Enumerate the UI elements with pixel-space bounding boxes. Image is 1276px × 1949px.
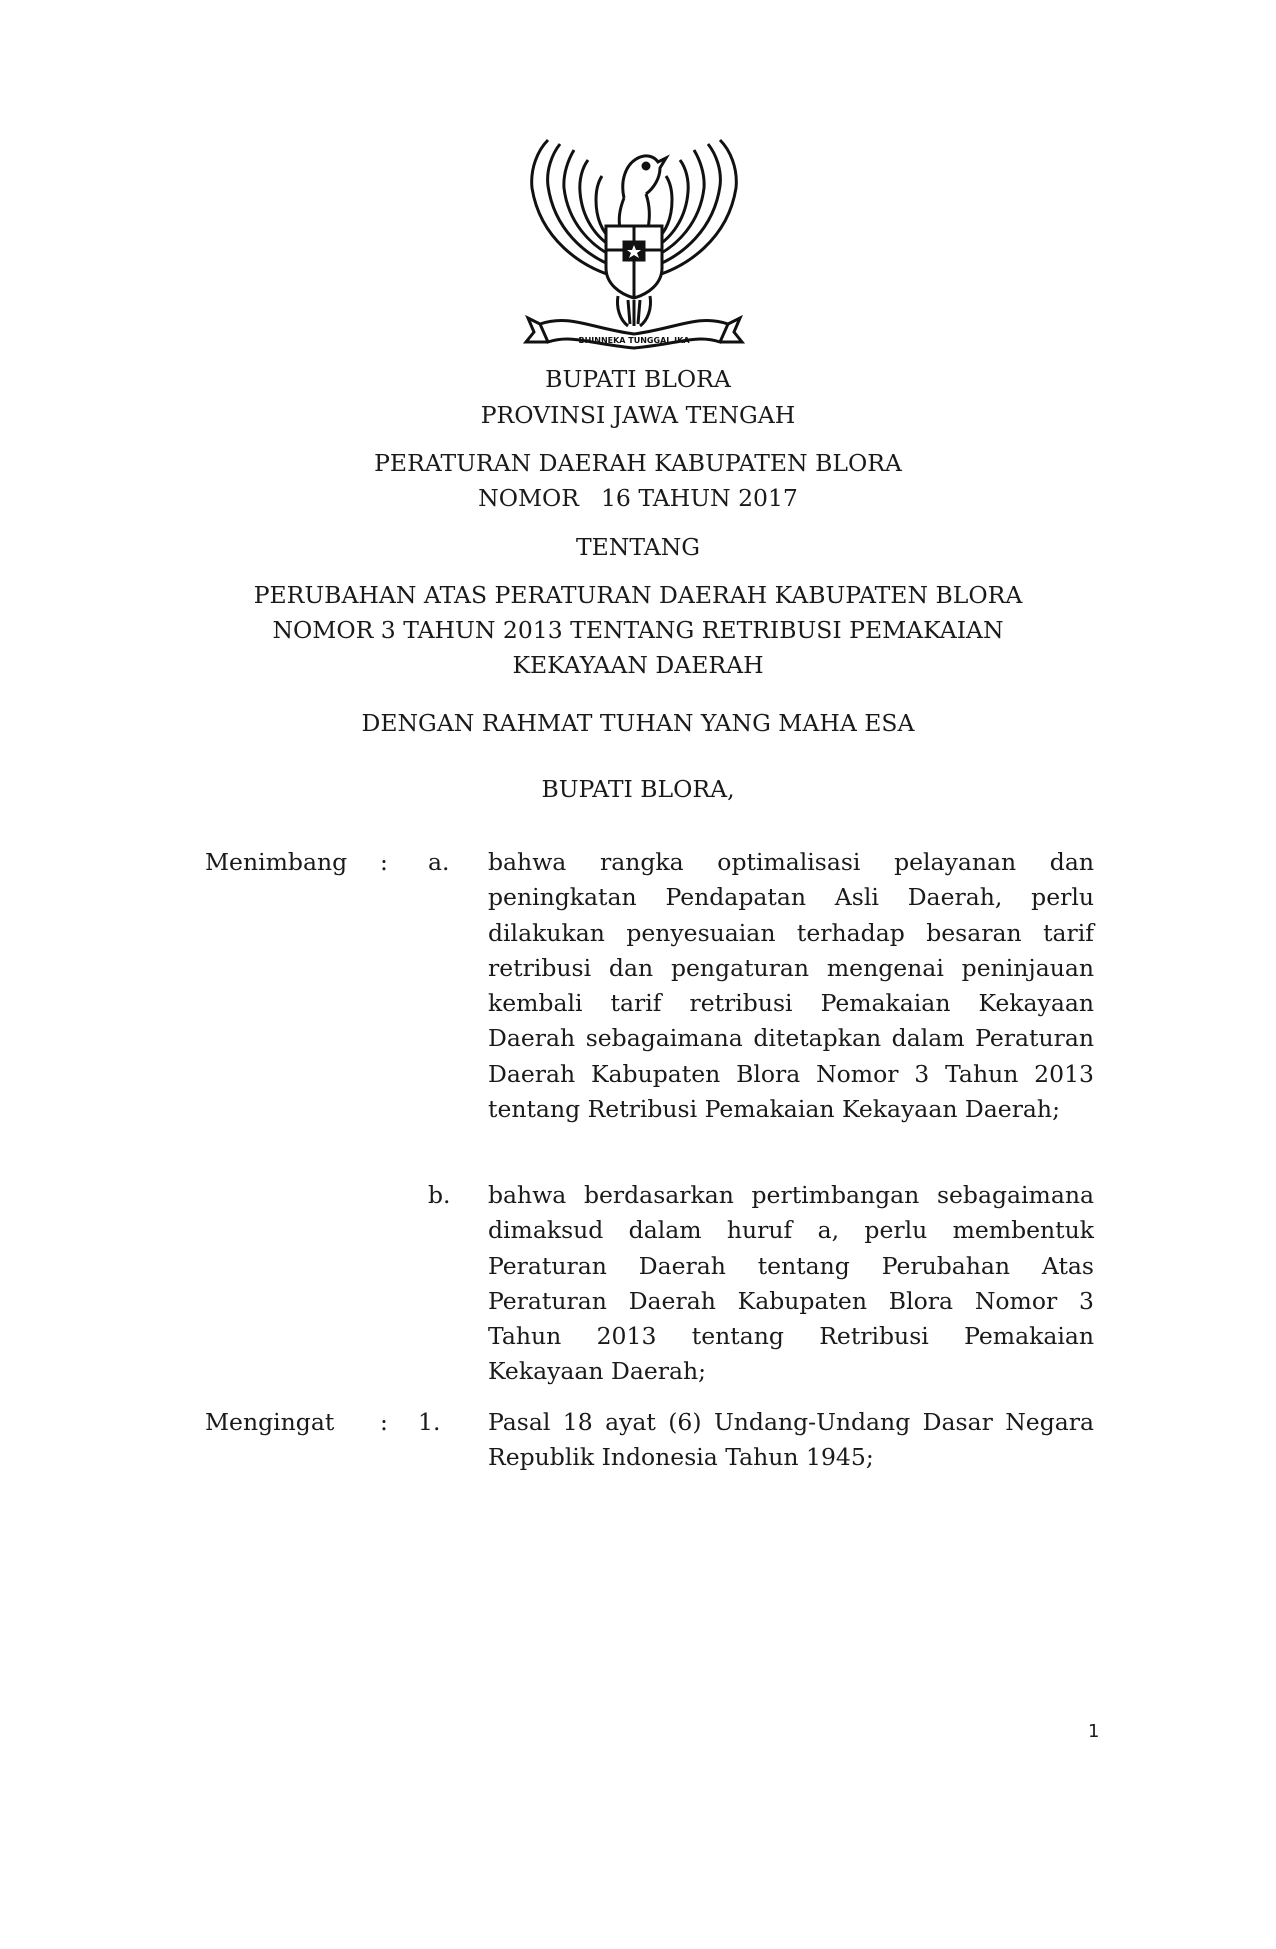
mengingat-label: Mengingat: [205, 1408, 335, 1436]
invocation: DENGAN RAHMAT TUHAN YANG MAHA ESA: [361, 709, 915, 737]
subject-line-1: PERUBAHAN ATAS PERATURAN DAERAH KABUPATEN BLORA: [253, 581, 1023, 609]
menimbang-item-b: bahwa berdasarkan pertimbangan sebagaimana dimaksud dalam huruf a, perlu membentuk Peraturan Daerah tentang Perubahan Atas Peraturan Daerah Kabupaten Blora Nomor 3 Tahun 2013 tentang Retribusi Pemakaian Kekayaan Daerah;: [488, 1181, 1094, 1386]
header-province: PROVINSI JAWA TENGAH: [480, 401, 796, 429]
nomor-value: 16: [600, 484, 631, 512]
official-title: BUPATI BLORA,: [541, 775, 735, 803]
menimbang-label: Menimbang: [205, 848, 348, 876]
tahun-label: TAHUN 2017: [638, 484, 798, 512]
regulation-title: PERATURAN DAERAH KABUPATEN BLORA: [374, 449, 902, 477]
menimbang-marker-a: a.: [428, 848, 450, 876]
menimbang-item-a: bahwa rangka optimalisasi pelayanan dan peningkatan Pendapatan Asli Daerah, perlu dilakukan penyesuaian terhadap besaran tarif retribusi dan pengaturan mengenai peninjauan kembali tarif retribusi Pemakaian Kekayaan Daerah sebagaimana ditetapkan dalam Peraturan Daerah Kabupaten Blora Nomor 3 Tahun 2013 tentang Retribusi Pemakaian Kekayaan Daerah;: [488, 848, 1094, 1124]
page-number: 1: [1088, 1721, 1100, 1742]
regulation-number: [140, 481, 1136, 516]
subject-line-3: KEKAYAAN DAERAH: [512, 651, 764, 679]
subject-line-2: NOMOR 3 TAHUN 2013 TENTANG RETRIBUSI PEMAKAIAN: [272, 616, 1004, 644]
nomor-label: NOMOR: [478, 484, 579, 512]
mengingat-colon: :: [380, 1408, 388, 1436]
tentang-heading: TENTANG: [575, 533, 701, 561]
mengingat-item-1: Pasal 18 ayat (6) Undang-Undang Dasar Negara Republik Indonesia Tahun 1945;: [488, 1408, 1094, 1472]
menimbang-colon: :: [380, 848, 388, 876]
garuda-emblem-icon: [520, 128, 748, 350]
mengingat-marker-1: 1.: [418, 1408, 441, 1436]
menimbang-marker-b: b.: [428, 1181, 451, 1209]
header-regent: BUPATI BLORA: [545, 365, 731, 393]
emblem-motto: BHINNEKA TUNGGAL IKA: [578, 336, 690, 345]
